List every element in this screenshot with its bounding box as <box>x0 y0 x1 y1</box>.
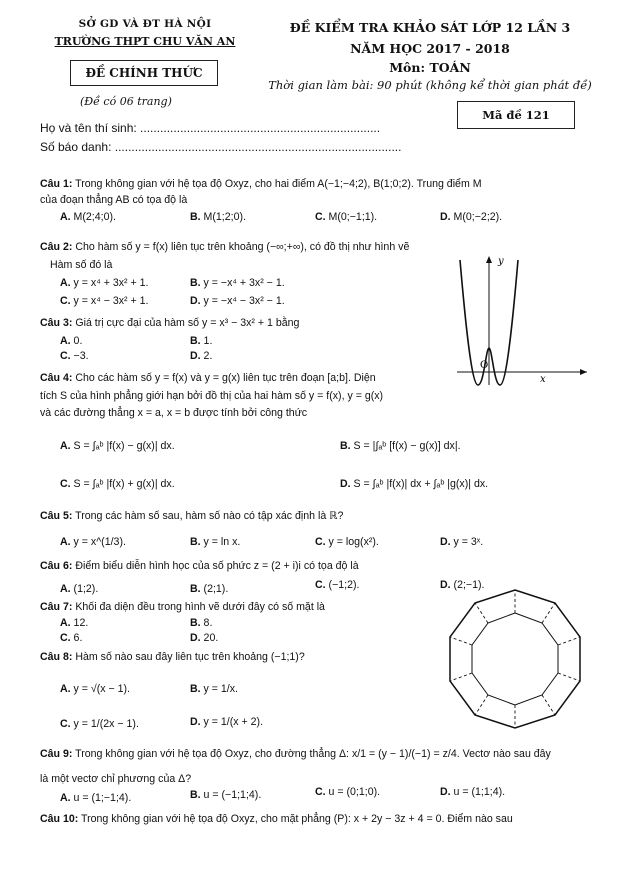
q2-option-a[interactable]: A. y = x⁴ + 3x² + 1. <box>60 277 149 289</box>
question-4: Câu 4: Cho các hàm số y = f(x) và y = g(x) liên tục trên đoạn [a;b]. Diện <box>40 372 376 384</box>
inner-outline <box>472 613 558 705</box>
exam-title: ĐỀ KIỂM TRA KHẢO SÁT LỚP 12 LẦN 3 <box>289 20 571 35</box>
q3-option-d[interactable]: D. 2. <box>190 350 213 362</box>
q9-option-c[interactable]: C. u = (0;1;0). <box>315 786 381 798</box>
question-number: Câu 1: <box>40 178 73 190</box>
pages-note: (Đề có 06 trang) <box>80 95 172 108</box>
q6-option-c[interactable]: C. (−1;2). <box>315 579 360 591</box>
question-9-line2: là một vectơ chỉ phương của Δ? <box>40 773 192 785</box>
q8-option-c[interactable]: C. y = 1/(2x − 1). <box>60 718 139 730</box>
q5-option-b[interactable]: B. y = ln x. <box>190 536 241 548</box>
school-name: TRƯỜNG THPT CHU VĂN AN <box>54 35 236 48</box>
question-9: Câu 9: Trong không gian với hệ tọa độ Oxyz, cho đường thẳng Δ: x/1 = (y − 1)/(−1) = z/4. Vectơ nào sau đây <box>40 748 551 760</box>
q7-option-a[interactable]: A. 12. <box>60 617 89 629</box>
question-10: Câu 10: Trong không gian với hệ tọa độ Oxyz, cho mặt phẳng (P): x + 2y − 3z + 4 = 0. Điểm nào sau <box>40 813 513 825</box>
question-6: Câu 6: Điểm biểu diễn hình học của số phức z = (2 + i)i có tọa độ là <box>40 560 359 572</box>
y-axis-label: y <box>498 256 504 267</box>
q8-option-b[interactable]: B. y = 1/x. <box>190 683 238 695</box>
q4-option-d[interactable]: D. S = ∫ₐᵇ |f(x)| dx + ∫ₐᵇ |g(x)| dx. <box>340 478 489 490</box>
x-axis-label: x <box>540 374 546 385</box>
exam-code: Mã đề 121 <box>457 101 575 129</box>
q4-option-b[interactable]: B. S = |∫ₐᵇ [f(x) − g(x)] dx|. <box>340 440 461 452</box>
question-2: Câu 2: Cho hàm số y = f(x) liên tục trên khoảng (−∞;+∞), có đồ thị như hình vẽ <box>40 241 410 253</box>
q8-option-d[interactable]: D. y = 1/(x + 2). <box>190 716 264 728</box>
q9-option-d[interactable]: D. u = (1;1;4). <box>440 786 506 798</box>
q3-option-a[interactable]: A. 0. <box>60 335 83 347</box>
question-7: Câu 7: Khối đa diện đều trong hình vẽ dưới đây có số mặt là <box>40 601 325 613</box>
y-axis-arrow <box>486 256 492 263</box>
q1-option-a[interactable]: A. M(2;4;0). <box>60 211 116 223</box>
q3-option-b[interactable]: B. 1. <box>190 335 213 347</box>
header-left <box>40 18 250 48</box>
time-note: Thời gian làm bài: 90 phút (không kể thời gian phát đề) <box>268 78 592 92</box>
q5-option-a[interactable]: A. y = x^(1/3). <box>60 536 126 548</box>
dodecahedron-figure <box>440 585 590 735</box>
question-8: Câu 8: Hàm số nào sau đây liên tục trên khoảng (−1;1)? <box>40 651 305 663</box>
q5-option-c[interactable]: C. y = log(x²). <box>315 536 379 548</box>
question-4-line2: tích S của hình phẳng giới hạn bởi đồ thị của hai hàm số y = f(x), y = g(x) <box>40 390 384 402</box>
question-3: Câu 3: Giá trị cực đại của hàm số y = x³ − 3x² + 1 bằng <box>40 317 300 329</box>
q2-option-d[interactable]: D. y = −x⁴ − 3x² − 1. <box>190 295 285 307</box>
question-5: Câu 5: Trong các hàm số sau, hàm số nào có tập xác định là ℝ? <box>40 510 344 522</box>
q8-option-a[interactable]: A. y = √(x − 1). <box>60 683 130 695</box>
q9-option-a[interactable]: A. u = (1;−1;4). <box>60 792 132 804</box>
subject: Môn: TOÁN <box>389 60 471 75</box>
q3-option-c[interactable]: C. −3. <box>60 350 89 362</box>
student-name-field[interactable]: Họ và tên thí sinh: ........................................................................ <box>40 121 381 135</box>
q6-option-a[interactable]: A. (1;2). <box>60 583 99 595</box>
q1-option-d[interactable]: D. M(0;−2;2). <box>440 211 503 223</box>
department-name: SỞ GD VÀ ĐT HÀ NỘI <box>78 18 212 30</box>
question-2-line2: Hàm số đó là <box>50 259 113 271</box>
origin-label: O <box>480 360 489 371</box>
q9-option-b[interactable]: B. u = (−1;1;4). <box>190 789 262 801</box>
question-4-line3: và các đường thẳng x = a, x = b được tính bởi công thức <box>40 407 308 419</box>
q4-option-a[interactable]: A. S = ∫ₐᵇ |f(x) − g(x)| dx. <box>60 440 175 452</box>
question-1-line2: của đoạn thẳng AB có tọa độ là <box>40 194 188 206</box>
q1-option-c[interactable]: C. M(0;−1;1). <box>315 211 378 223</box>
q7-option-c[interactable]: C. 6. <box>60 632 83 644</box>
q7-option-d[interactable]: D. 20. <box>190 632 219 644</box>
q2-option-c[interactable]: C. y = x⁴ − 3x² + 1. <box>60 295 149 307</box>
official-label: ĐỀ CHÍNH THỨC <box>70 60 218 86</box>
q1-option-b[interactable]: B. M(1;2;0). <box>190 211 246 223</box>
q6-option-d[interactable]: D. (2;−1). <box>440 579 485 591</box>
function-graph <box>452 250 592 390</box>
q5-option-d[interactable]: D. y = 3ˣ. <box>440 536 484 548</box>
student-id-field[interactable]: Số báo danh: ...................................................................................... <box>40 140 402 154</box>
header-right <box>260 20 600 92</box>
question-text: Trong không gian với hệ tọa độ Oxyz, cho hai điểm A(−1;−4;2), B(1;0;2). Trung điểm M <box>75 178 482 190</box>
x-axis-arrow <box>580 369 587 375</box>
question-1 <box>40 178 482 190</box>
q2-option-b[interactable]: B. y = −x⁴ + 3x² − 1. <box>190 277 285 289</box>
q4-option-c[interactable]: C. S = ∫ₐᵇ |f(x) + g(x)| dx. <box>60 478 175 490</box>
q6-option-b[interactable]: B. (2;1). <box>190 583 229 595</box>
q7-option-b[interactable]: B. 8. <box>190 617 213 629</box>
school-year: NĂM HỌC 2017 - 2018 <box>350 41 510 56</box>
